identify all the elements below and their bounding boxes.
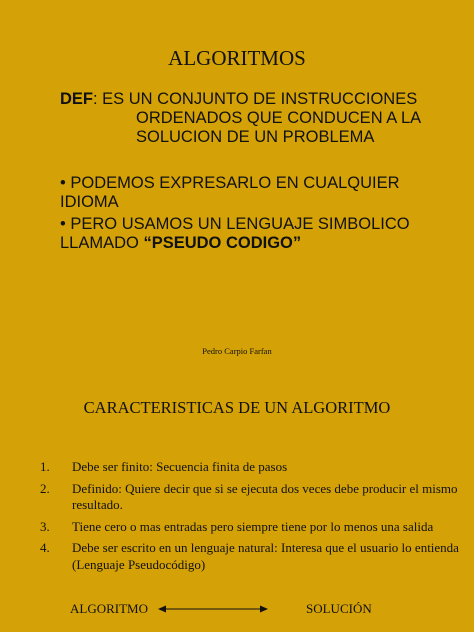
- definition-line-3: SOLUCION DE UN PROBLEMA: [136, 128, 375, 146]
- characteristics-list: [40, 459, 460, 578]
- definition-line-1: [60, 90, 460, 109]
- list-item-text: Debe ser escrito en un lenguaje natural: Interesa que el usuario lo entienda (Lenguaje Pseudocódigo): [72, 540, 459, 572]
- list-item-number: 3.: [40, 518, 50, 534]
- list-item: [40, 481, 460, 514]
- slide1-title: ALGORITMOS: [168, 46, 306, 70]
- list-item-number: 1.: [40, 459, 50, 474]
- double-headed-arrow-icon: [158, 603, 268, 615]
- list-item: [40, 519, 460, 536]
- definition-text-1: : ES UN CONJUNTO DE INSTRUCCIONES: [93, 90, 418, 108]
- list-item-number: 4.: [40, 540, 50, 555]
- bullet-list: [60, 174, 460, 256]
- bullet-item-pseudocodigo: [60, 215, 460, 253]
- bullet-text: • PERO USAMOS UN LENGUAJE SIMBOLICO LLAMADO: [60, 215, 410, 252]
- definition-line-2: ORDENADOS QUE CONDUCEN A LA: [136, 109, 422, 127]
- bullet-item-idioma: • PODEMOS EXPRESARLO EN CUALQUIER IDIOMA: [60, 174, 400, 211]
- footer-solucion: SOLUCIÓN: [306, 601, 372, 616]
- list-item-text: Definido: Quiere decir que si se ejecuta dos veces debe producir el mismo resultado.: [72, 480, 458, 512]
- definition-term: DEF: [60, 90, 93, 108]
- list-item: [40, 459, 460, 476]
- list-item-number: 2.: [40, 480, 50, 496]
- list-item: [40, 540, 460, 573]
- footer-algoritmo: ALGORITMO: [70, 601, 148, 616]
- author-credit: Pedro Carpio Farfan: [202, 346, 272, 356]
- pseudo-codigo-emphasis: “PSEUDO CODIGO”: [143, 234, 302, 252]
- list-item-text: Debe ser finito: Secuencia finita de pasos: [72, 459, 288, 474]
- slide2-title: CARACTERISTICAS DE UN ALGORITMO: [83, 398, 391, 417]
- list-item-text: Tiene cero o mas entradas pero siempre tiene por lo menos una salida: [72, 518, 434, 534]
- definition-block: [60, 90, 460, 147]
